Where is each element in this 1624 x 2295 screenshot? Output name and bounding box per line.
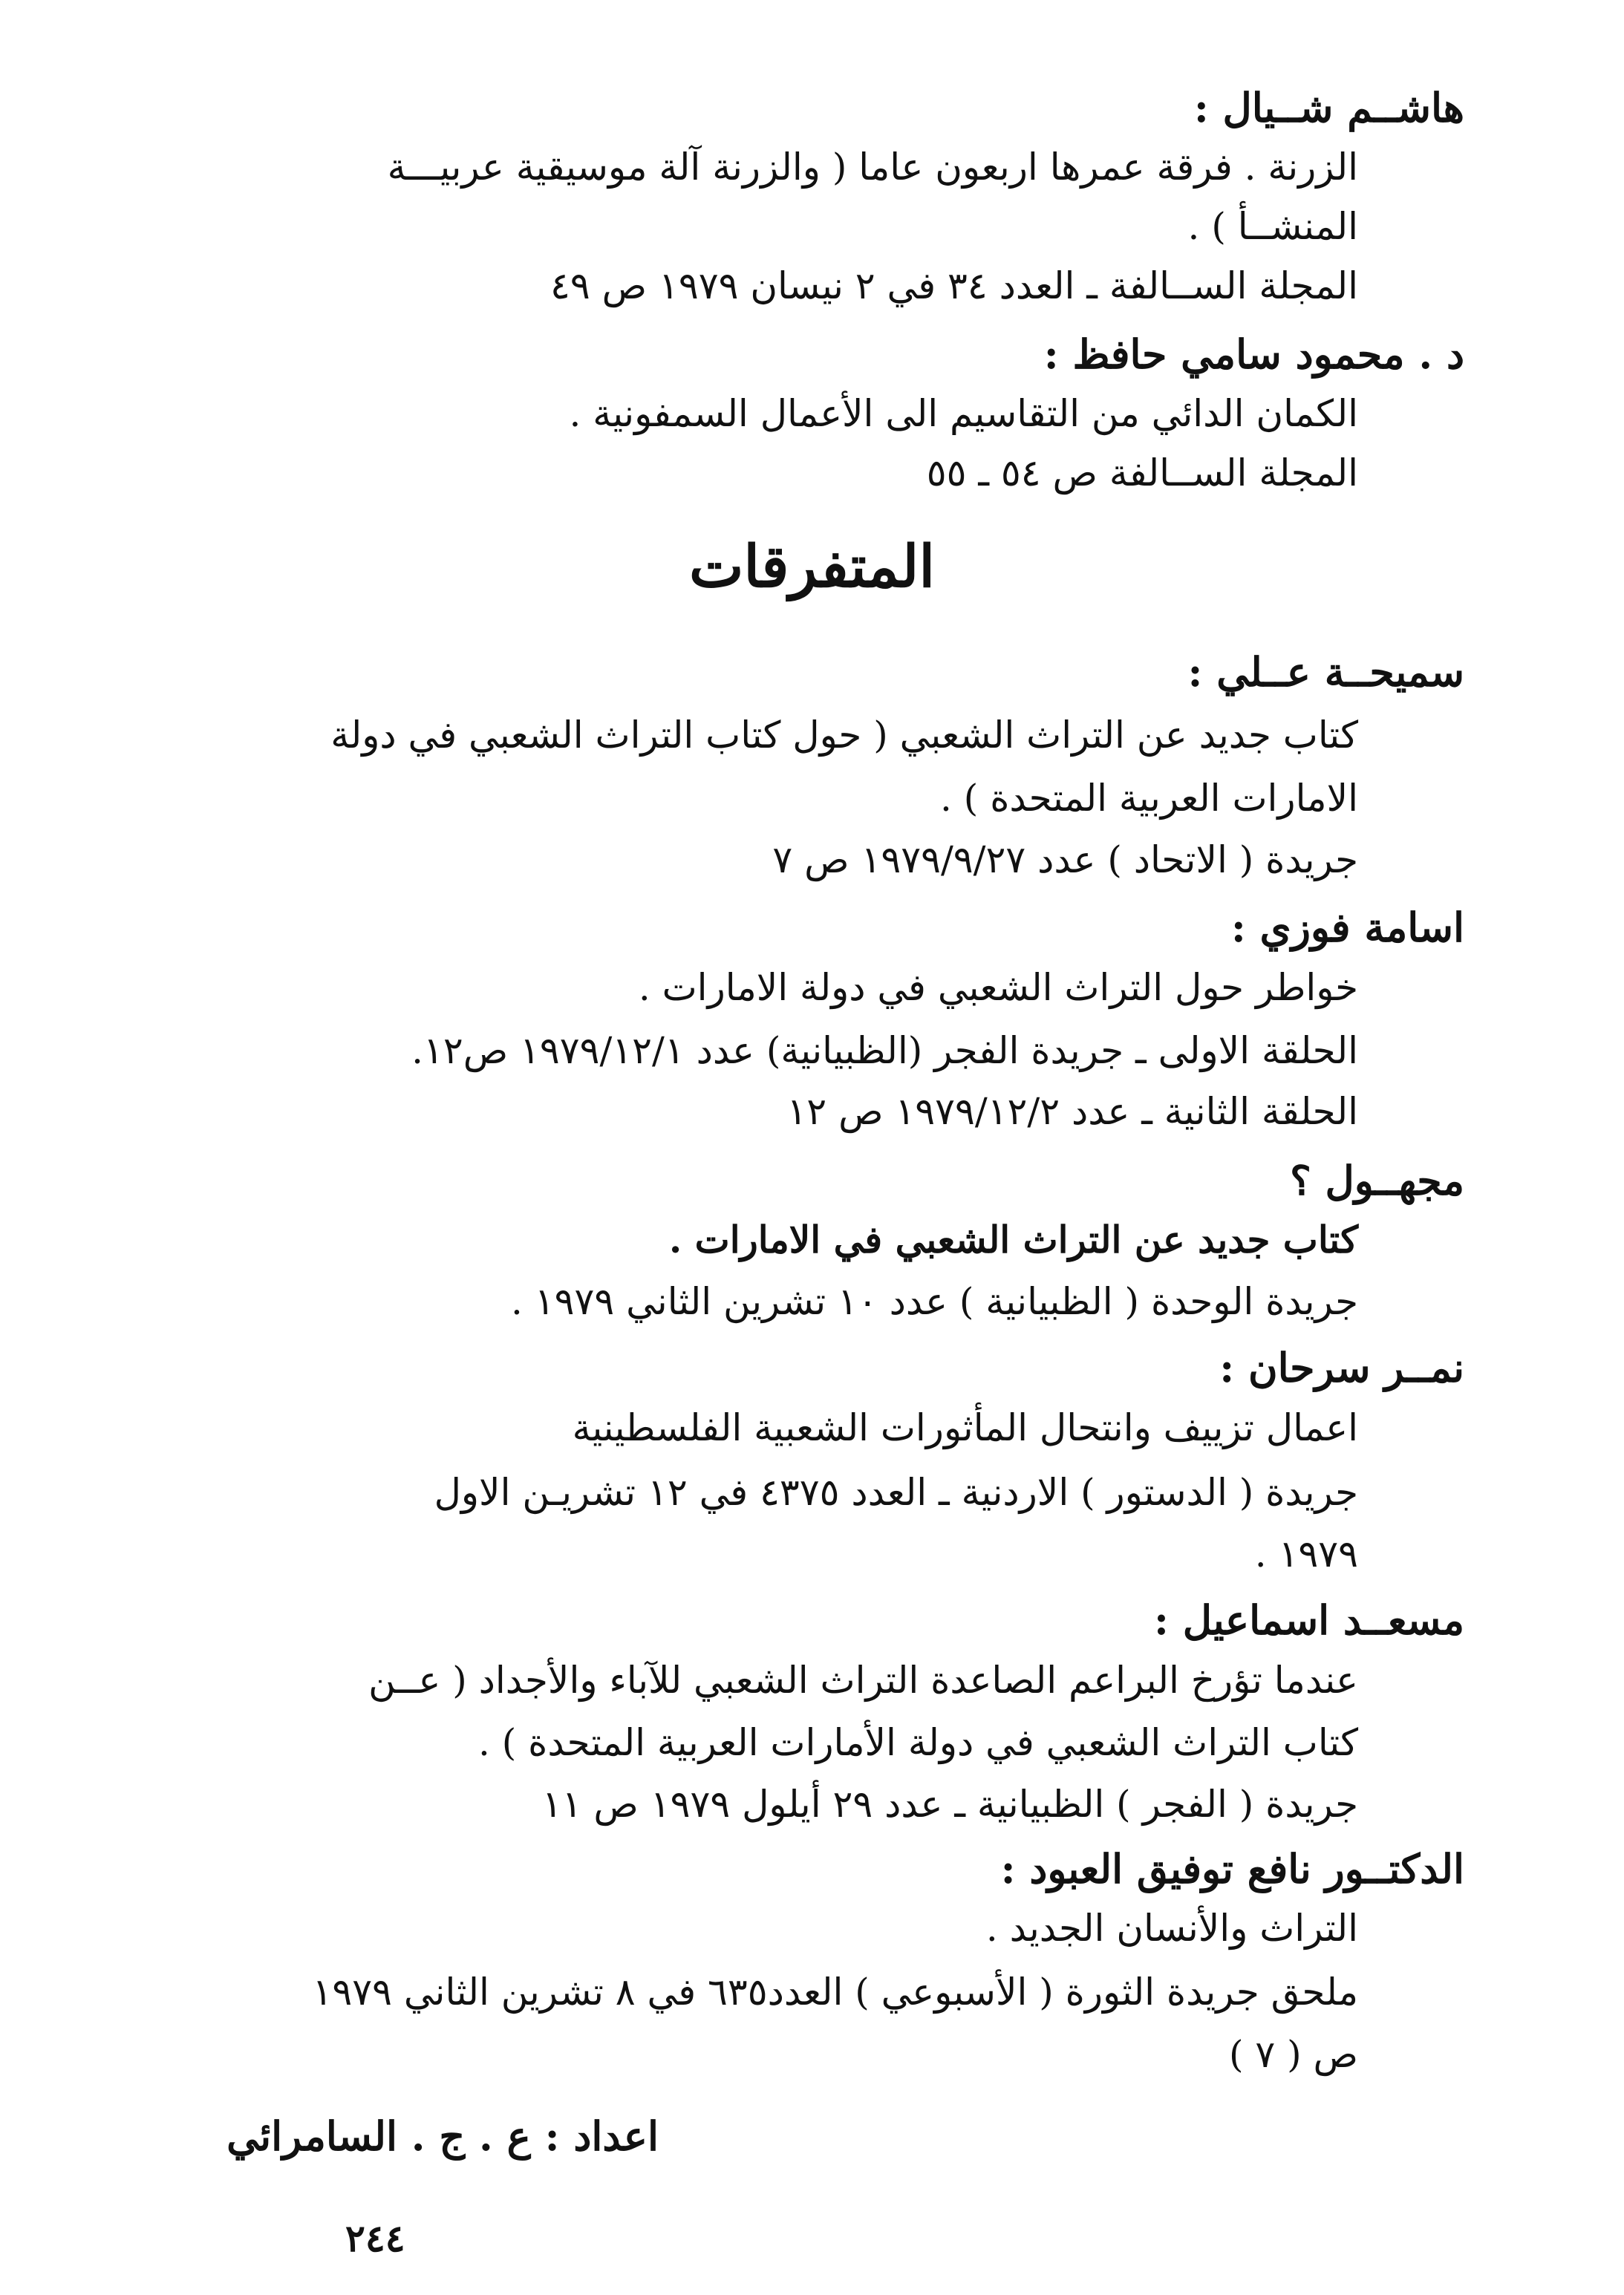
entry-citation-line: الحلقة الثانية ـ عدد ١٩٧٩/١٢/٢ ص ١٢ — [786, 1090, 1358, 1133]
entry-text-line: خواطر حول التراث الشعبي في دولة الامارات . — [638, 966, 1358, 1009]
entry-text-line: المنشــأ ) . — [1187, 205, 1358, 248]
entry-text-line: الزرنة . فرقة عمرها اربعون عاما ( والزرنة آلة موسيقية عربيـــة — [387, 146, 1358, 189]
entry-text-line: كتاب جديد عن التراث الشعبي ( حول كتاب التراث الشعبي في دولة — [330, 714, 1358, 757]
entry-citation-line: المجلة الســالفة ـ العدد ٣٤ في ٢ نيسان ١٩٧٩ ص ٤٩ — [550, 264, 1358, 307]
author-name: مسعــد اسماعيل : — [1154, 1596, 1464, 1644]
page-number: ٢٤٤ — [345, 2216, 405, 2260]
entry-citation-line: جريدة ( الدستور ) الاردنية ـ العدد ٤٣٧٥ في ١٢ تشريـن الاول — [434, 1471, 1358, 1514]
entry-text-line: كتاب التراث الشعبي في دولة الأمارات العربية المتحدة ) . — [477, 1721, 1358, 1764]
entry-citation-line: ص ( ٧ ) — [1228, 2033, 1358, 2076]
entry-citation-line: المجلة الســالفة ص ٥٤ ـ ٥٥ — [926, 451, 1358, 494]
author-name: نمــر سرحان : — [1219, 1344, 1464, 1391]
entry-text-line: الامارات العربية المتحدة ) . — [940, 777, 1358, 820]
entry-text-line: اعمال تزييف وانتحال المأثورات الشعبية الفلسطينية — [572, 1406, 1358, 1449]
author-name: اسامة فوزي : — [1230, 904, 1464, 951]
author-name: مجهــول ؟ — [1290, 1157, 1464, 1204]
entry-citation-line: جريدة ( الاتحاد ) عدد ١٩٧٩/٩/٢٧ ص ٧ — [772, 838, 1358, 881]
author-name: د . محمود سامي حافظ : — [1043, 330, 1464, 378]
preparer-credit: اعداد : ع . ج . السامرائي — [226, 2112, 659, 2160]
entry-citation-line: ملحق جريدة الثورة ( الأسبوعي ) العدد٦٣٥ في ٨ تشرين الثاني ١٩٧٩ — [312, 1971, 1358, 2014]
entry-citation-line: ١٩٧٩ . — [1254, 1532, 1358, 1576]
entry-citation-line: الحلقة الاولى ـ جريدة الفجر (الظبيانية) عدد ١٩٧٩/١٢/١ ص١٢. — [411, 1029, 1358, 1072]
author-name: الدكتــور نافع توفيق العبود : — [1000, 1845, 1464, 1893]
entry-text-line: التراث والأنسان الجديد . — [985, 1907, 1358, 1950]
entry-text-line: كتاب جديد عن التراث الشعبي في الامارات . — [668, 1218, 1358, 1261]
entry-citation-line: جريدة الوحدة ( الظبيانية ) عدد ١٠ تشرين الثاني ١٩٧٩ . — [511, 1280, 1358, 1323]
author-name: هاشــم شــيال : — [1193, 84, 1464, 131]
section-title: المتفرقات — [688, 533, 936, 601]
entry-citation-line: جريدة ( الفجر ) الظبيانية ـ عدد ٢٩ أيلول ١٩٧٩ ص ١١ — [541, 1783, 1358, 1826]
entry-text-line: الكمان الدائي من التقاسيم الى الأعمال السمفونية . — [569, 392, 1358, 435]
author-name: سميحــة عــلي : — [1187, 648, 1464, 696]
entry-text-line: عندما تؤرخ البراعم الصاعدة التراث الشعبي للآباء والأجداد ( عــن — [368, 1659, 1358, 1702]
